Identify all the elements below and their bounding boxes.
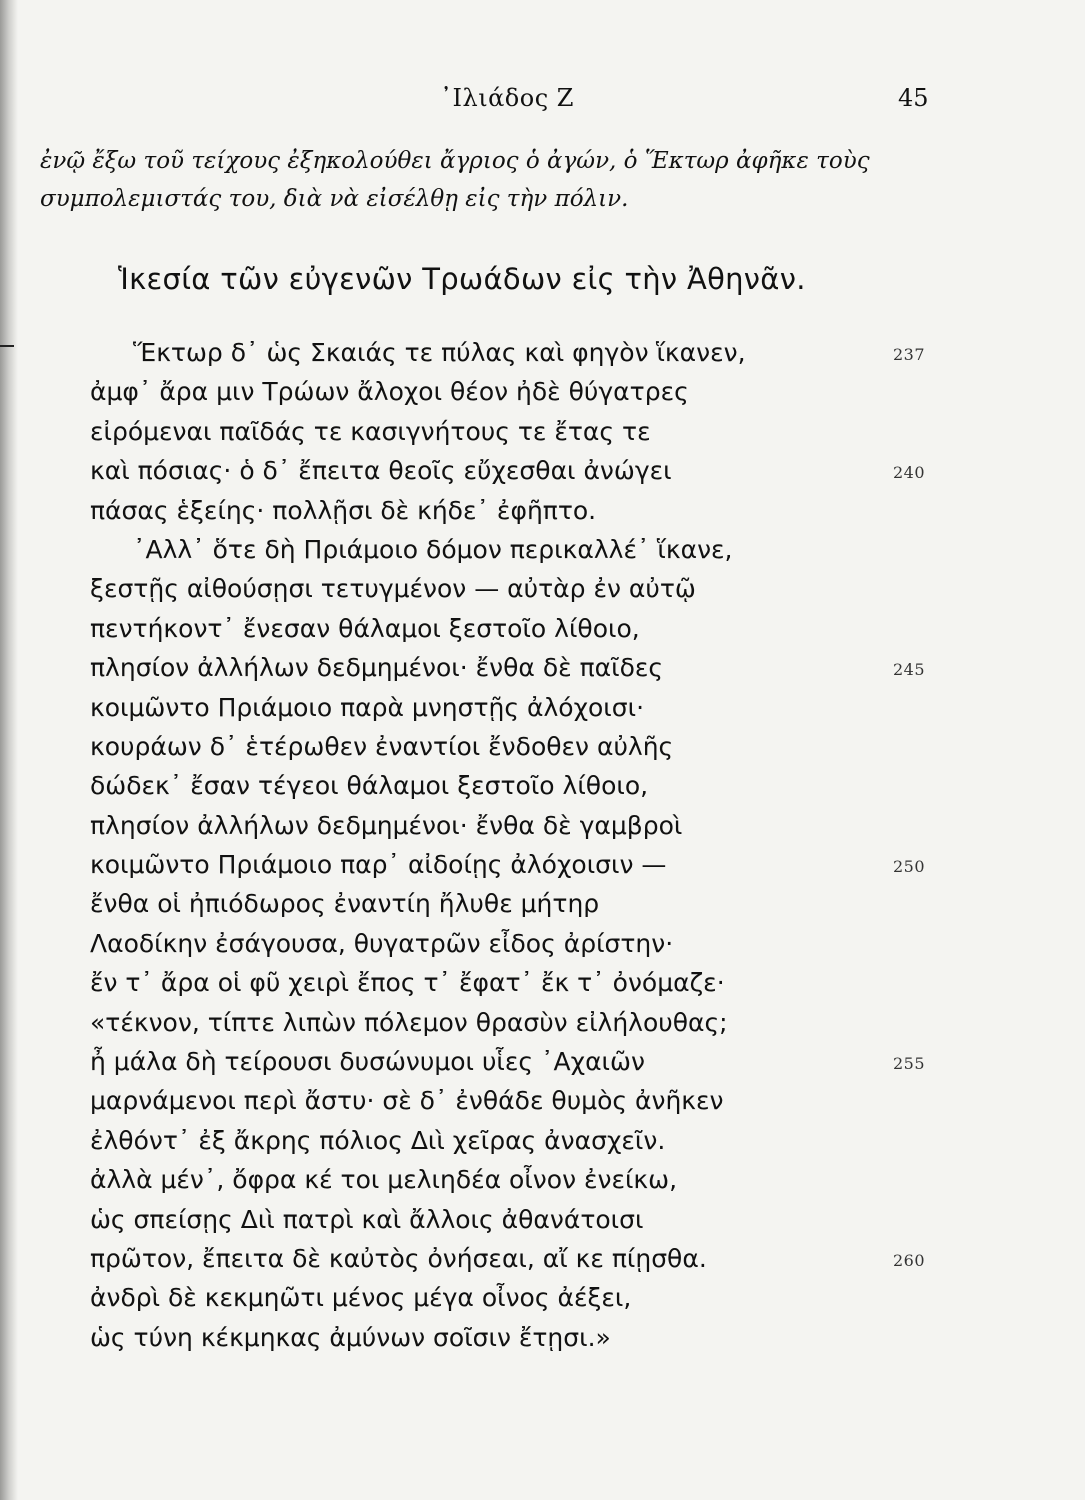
intro-line: συμπολεμιστάς του, διὰ νὰ εἰσέλθῃ εἰς τὴν πόλιν. (40, 186, 629, 212)
verse-text: κοιμῶντο Πριάμοιο παρὰ μνηστῇς ἀλόχοισι· (90, 692, 645, 722)
verse-text: κουράων δ᾿ ἑτέρωθεν ἐναντίοι ἔνδοθεν αὐλῆς (90, 731, 674, 761)
running-title: ᾿Ιλιάδος Ζ (440, 84, 574, 112)
verse-line (0, 1318, 1085, 1357)
verse-line (0, 1239, 1085, 1278)
intro-line: ἐνῷ ἔξω τοῦ τείχους ἐξηκολούθει ἄγριος ὁ ἀγών, ὁ Ἕκτωρ ἀφῆκε τοὺς (40, 148, 870, 174)
line-number: 240 (893, 463, 926, 483)
verse-line (0, 1003, 1085, 1042)
verse-text: πεντήκοντ᾿ ἔνεσαν θάλαμοι ξεστοῖο λίθοιο, (90, 613, 640, 643)
verse-text: ὡς σπείσῃς Διὶ πατρὶ καὶ ἄλλοις ἀθανάτοισι (90, 1204, 644, 1234)
verse-text: δώδεκ᾿ ἔσαν τέγεοι θάλαμοι ξεστοῖο λίθοιο, (90, 771, 649, 801)
verse-line (0, 333, 1085, 372)
verse-text: ᾿Αλλ᾿ ὅτε δὴ Πριάμοιο δόμον περικαλλέ᾿ ἵκανε, (133, 534, 733, 564)
verse-text: ξεστῇς αἰθούσῃσι τετυγμένον — αὐτὰρ ἐν αὐτῷ (90, 574, 696, 604)
verse-text: ἦ μάλα δὴ τείρουσι δυσώνυμοι υἷες ᾿Αχαιῶν (90, 1047, 645, 1077)
verse-text: «τέκνον, τίπτε λιπὼν πόλεμον θρασὺν εἰλήλουθας; (90, 1007, 728, 1037)
verse-text: πάσας ἑξείης· πολλῇσι δὲ κήδε᾿ ἐφῆπτο. (90, 495, 597, 525)
verse-line (0, 1121, 1085, 1160)
verse-line (0, 451, 1085, 490)
verse-line (0, 884, 1085, 923)
line-number: 255 (893, 1054, 926, 1074)
verse-text: καὶ πόσιας· ὁ δ᾿ ἔπειτα θεοῖς εὔχεσθαι ἀνώγει (90, 456, 672, 486)
verse-text: πλησίον ἀλλήλων δεδμημένοι· ἔνθα δὲ γαμβροὶ (90, 810, 683, 840)
page-number: 45 (898, 84, 929, 112)
verse-line (0, 727, 1085, 766)
verse-text: Λαοδίκην ἐσάγουσα, θυγατρῶν εἶδος ἀρίστην· (90, 928, 674, 958)
verse-text: Ἕκτωρ δ᾿ ὡς Σκαιάς τε πύλας καὶ φηγὸν ἵκανεν, (133, 338, 746, 367)
verse-line (0, 372, 1085, 411)
verse-line (0, 1160, 1085, 1199)
verse-line (0, 766, 1085, 805)
verse-line (0, 963, 1085, 1002)
line-number: 237 (893, 345, 926, 364)
verse-text: εἰρόμεναι παῖδάς τε κασιγνήτους τε ἔτας τε (90, 416, 651, 446)
verse-line (0, 1042, 1085, 1081)
verse-line (0, 569, 1085, 608)
verse-text: πρῶτον, ἔπειτα δὲ καὐτὸς ὀνήσεαι, αἴ κε πίῃσθα. (90, 1243, 707, 1273)
page-header (0, 84, 1085, 114)
verse-text: κοιμῶντο Πριάμοιο παρ᾿ αἰδοίῃς ἀλόχοισιν — (90, 850, 667, 880)
verse-line (0, 412, 1085, 451)
line-number: 250 (893, 857, 926, 877)
verse-line (0, 609, 1085, 648)
verse-line (0, 806, 1085, 845)
verse-line (0, 1081, 1085, 1120)
verse-block (0, 333, 1085, 1357)
verse-line (0, 648, 1085, 687)
verse-text: ἐλθόντ᾿ ἐξ ἄκρης πόλιος Διὶ χεῖρας ἀνασχεῖν. (90, 1125, 666, 1155)
verse-line (0, 688, 1085, 727)
line-number: 260 (893, 1250, 926, 1270)
verse-line (0, 845, 1085, 884)
verse-line (0, 530, 1085, 569)
verse-line (0, 1278, 1085, 1317)
intro-paragraph (40, 142, 970, 218)
verse-text: μαρνάμενοι περὶ ἄστυ· σὲ δ᾿ ἐνθάδε θυμὸς ἀνῆκεν (90, 1086, 724, 1116)
verse-line (0, 924, 1085, 963)
verse-text: ἀμφ᾿ ἄρα μιν Τρώων ἄλοχοι θέον ἠδὲ θύγατρες (90, 377, 689, 407)
verse-line (0, 491, 1085, 530)
verse-line (0, 1200, 1085, 1239)
verse-text: ἀνδρὶ δὲ κεκμηῶτι μένος μέγα οἶνος ἀέξει, (90, 1283, 632, 1313)
verse-text: πλησίον ἀλλήλων δεδμημένοι· ἔνθα δὲ παῖδες (90, 653, 664, 683)
line-number: 245 (893, 660, 926, 680)
verse-text: ἀλλὰ μέν᾿, ὄφρα κέ τοι μελιηδέα οἶνον ἐνείκω, (90, 1165, 678, 1195)
verse-text: ὡς τύνη κέκμηκας ἀμύνων σοῖσιν ἔτῃσι.» (90, 1322, 611, 1352)
section-heading: Ἱκεσία τῶν εὐγενῶν Τρωάδων εἰς τὴν Ἀθηνᾶν. (118, 262, 806, 296)
verse-text: ἔνθα οἱ ἠπιόδωρος ἐναντίη ἤλυθε μήτηρ (90, 889, 600, 919)
verse-text: ἔν τ᾿ ἄρα οἱ φῦ χειρὶ ἔπος τ᾿ ἔφατ᾿ ἔκ τ᾿ ὀνόμαζε· (90, 968, 725, 998)
